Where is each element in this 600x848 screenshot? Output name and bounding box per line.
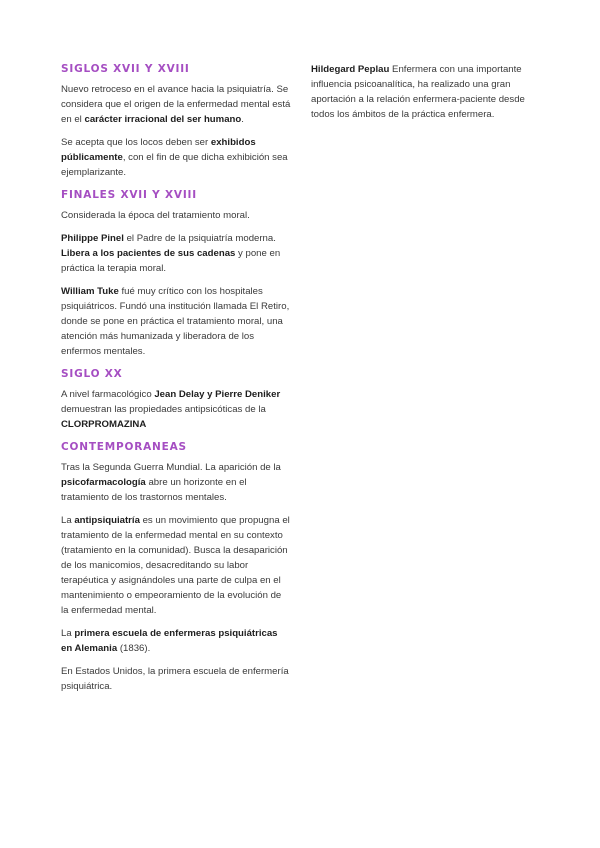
section-paragraph xyxy=(61,284,291,359)
bold-text: carácter irracional del ser humano xyxy=(84,114,242,125)
section-paragraph xyxy=(61,231,291,276)
text-run: En Estados Unidos, la primera escuela de enfermería psiquiátrica. xyxy=(61,666,289,692)
section-heading: SIGLO XX xyxy=(61,368,123,380)
text-run: y pone en práctica la terapia moral. xyxy=(61,248,281,274)
text-run: La xyxy=(61,515,75,526)
section-heading: SIGLOS XVII Y XVIII xyxy=(61,63,190,75)
text-run: Enfermera con una importante influencia psicoanalítica, ha realizado una gran aportación a la relación enfermera-paciente desde todos los ámbitos de la práctica enfermera. xyxy=(311,64,525,120)
right-column xyxy=(311,62,543,130)
bold-text: Hildegard Peplau xyxy=(311,64,390,75)
text-run: Se acepta que los locos deben ser xyxy=(61,137,211,148)
bold-text: William Tuke xyxy=(61,286,119,297)
bold-text: Philippe Pinel xyxy=(61,233,124,244)
bold-text: primera escuela de enfermeras psiquiátricas en Alemania xyxy=(61,628,278,654)
text-run: el Padre de la psiquiatría moderna. xyxy=(123,233,276,244)
bold-text: exhibidos públicamente xyxy=(61,137,256,163)
bold-text: Libera a los pacientes de sus cadenas xyxy=(61,248,236,259)
text-run: es un movimiento que propugna el tratamiento de la enfermedad mental en su contexto (tratamiento en la comunidad). Busca la desaparición de los manicomios, desacreditando su labor terapéutica y asignándoles una parte de culpa en el mantenimiento o empeoramiento de la evolución de la enfermedad mental. xyxy=(61,515,290,616)
text-run: Considerada la época del tratamiento moral. xyxy=(61,210,250,221)
section-heading: FINALES XVII Y XVIII xyxy=(61,189,197,201)
bold-text: psicofarmacología xyxy=(61,477,146,488)
text-run: fué muy crítico con los hospitales psiquiátricos. Fundó una institución llamada El Retiro, donde se pone en práctica el tratamiento moral, una atención más humanizada y liberadora de los enfermos mentales. xyxy=(61,286,290,357)
section-paragraph xyxy=(61,664,291,694)
text-run: Tras la Segunda Guerra Mundial. La aparición de la xyxy=(61,462,281,473)
bold-text: antipsiquiatría xyxy=(74,515,140,526)
text-run: Nuevo retroceso en el avance hacia la psiquiatría. Se considera que el origen de la enfermedad mental está en el xyxy=(61,84,291,125)
section-paragraph xyxy=(61,626,291,656)
text-run: La xyxy=(61,628,75,639)
section-paragraph xyxy=(61,208,291,223)
section-paragraph xyxy=(61,460,291,505)
text-run: , con el fin de que dicha exhibición sea ejemplarizante. xyxy=(61,152,288,178)
bold-text: CLORPROMAZINA xyxy=(61,419,147,430)
left-column xyxy=(61,62,291,702)
text-run: A nivel farmacológico xyxy=(61,389,155,400)
section-paragraph xyxy=(61,82,291,127)
text-run: (1836). xyxy=(117,643,151,654)
section-paragraph xyxy=(61,387,291,432)
section-heading: CONTEMPORANEAS xyxy=(61,441,187,453)
text-run: . xyxy=(241,114,244,125)
text-run: abre un horizonte en el tratamiento de los trastornos mentales. xyxy=(61,477,247,503)
text-run: demuestran las propiedades antipsicóticas de la xyxy=(61,404,266,415)
bold-text: Jean Delay y Pierre Deniker xyxy=(154,389,281,400)
section-paragraph xyxy=(61,513,291,618)
peplau-paragraph xyxy=(311,62,543,122)
section-paragraph xyxy=(61,135,291,180)
